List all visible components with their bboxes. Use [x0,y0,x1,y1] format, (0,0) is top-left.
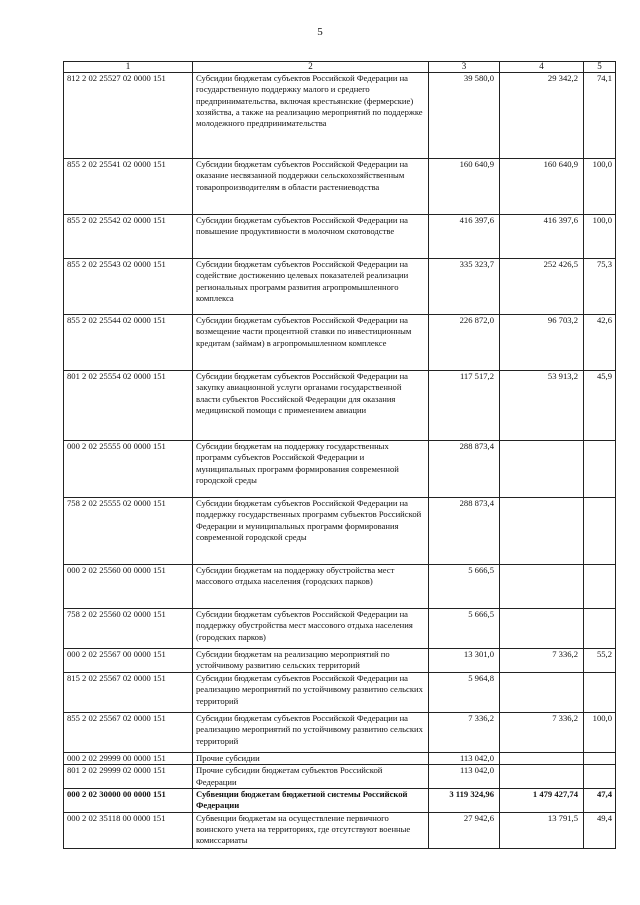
plan-cell: 39 580,0 [429,73,500,159]
name-cell: Субсидии бюджетам субъектов Российской Федерации на возмещение части процентной ставки по инвестиционным кредитам (займам) в агропромышленном комплексе [193,315,429,371]
code-cell: 855 2 02 25567 02 0000 151 [64,713,193,753]
actual-cell: 7 336,2 [500,649,584,673]
percent-cell: 55,2 [584,649,616,673]
column-header: 4 [500,62,584,73]
percent-cell: 45,9 [584,371,616,441]
percent-cell: 47,4 [584,788,616,812]
name-cell: Субвенции бюджетам бюджетной системы Российской Федерации [193,788,429,812]
table-header-row [64,62,616,73]
budget-table [63,61,616,849]
table-row [64,315,616,371]
plan-cell: 160 640,9 [429,159,500,215]
plan-cell: 416 397,6 [429,215,500,259]
actual-cell: 1 479 427,74 [500,788,584,812]
code-cell: 801 2 02 29999 02 0000 151 [64,765,193,789]
name-cell: Субсидии бюджетам субъектов Российской Федерации на содействие достижению целевых показателей реализации региональных программ развития агропромышленного комплекса [193,259,429,315]
name-cell: Субсидии бюджетам на реализацию мероприятий по устойчивому развитию сельских территорий [193,649,429,673]
plan-cell: 5 964,8 [429,673,500,713]
plan-cell: 13 301,0 [429,649,500,673]
table-row [64,713,616,753]
plan-cell: 288 873,4 [429,498,500,565]
plan-cell: 5 666,5 [429,565,500,609]
percent-cell [584,673,616,713]
code-cell: 855 2 02 25543 02 0000 151 [64,259,193,315]
name-cell: Субсидии бюджетам субъектов Российской Федерации на оказание несвязанной поддержки сельскохозяйственным товаропроизводителям в области растениеводства [193,159,429,215]
code-cell: 000 2 02 29999 00 0000 151 [64,753,193,765]
percent-cell: 75,3 [584,259,616,315]
plan-cell: 27 942,6 [429,812,500,848]
table-row [64,753,616,765]
table-row [64,673,616,713]
table-row [64,215,616,259]
table-row [64,812,616,848]
percent-cell [584,498,616,565]
actual-cell: 160 640,9 [500,159,584,215]
column-header: 5 [584,62,616,73]
code-cell: 000 2 02 25555 00 0000 151 [64,441,193,498]
column-header: 1 [64,62,193,73]
actual-cell: 7 336,2 [500,713,584,753]
actual-cell [500,765,584,789]
name-cell: Субсидии бюджетам на поддержку государственных программ субъектов Российской Федерации и муниципальных программ формирования современной городской среды [193,441,429,498]
actual-cell [500,609,584,649]
actual-cell: 13 791,5 [500,812,584,848]
percent-cell: 42,6 [584,315,616,371]
code-cell: 815 2 02 25567 02 0000 151 [64,673,193,713]
code-cell: 000 2 02 25567 00 0000 151 [64,649,193,673]
percent-cell: 100,0 [584,159,616,215]
name-cell: Субсидии бюджетам субъектов Российской Федерации на поддержку обустройства мест массового отдыха населения (городских парков) [193,609,429,649]
name-cell: Субсидии бюджетам субъектов Российской Федерации на реализацию мероприятий по устойчивому развитию сельских территорий [193,713,429,753]
actual-cell: 416 397,6 [500,215,584,259]
percent-cell [584,765,616,789]
table-row [64,765,616,789]
code-cell: 000 2 02 30000 00 0000 151 [64,788,193,812]
name-cell: Прочие субсидии [193,753,429,765]
code-cell: 000 2 02 25560 00 0000 151 [64,565,193,609]
column-header: 3 [429,62,500,73]
code-cell: 855 2 02 25542 02 0000 151 [64,215,193,259]
plan-cell: 335 323,7 [429,259,500,315]
column-header: 2 [193,62,429,73]
percent-cell [584,753,616,765]
name-cell: Субсидии бюджетам субъектов Российской Федерации на поддержку государственных программ субъектов Российской Федерации и муниципальных программ формирования современной городской среды [193,498,429,565]
plan-cell: 113 042,0 [429,765,500,789]
plan-cell: 113 042,0 [429,753,500,765]
percent-cell [584,609,616,649]
plan-cell: 5 666,5 [429,609,500,649]
code-cell: 855 2 02 25541 02 0000 151 [64,159,193,215]
page-number: 5 [317,26,323,38]
actual-cell: 53 913,2 [500,371,584,441]
code-cell: 812 2 02 25527 02 0000 151 [64,73,193,159]
table-row [64,565,616,609]
plan-cell: 226 872,0 [429,315,500,371]
name-cell: Субсидии бюджетам субъектов Российской Федерации на закупку авиационной услуги органами государственной власти субъектов Российской Федерации для оказания медицинской помощи с применением авиации [193,371,429,441]
code-cell: 855 2 02 25544 02 0000 151 [64,315,193,371]
code-cell: 758 2 02 25560 02 0000 151 [64,609,193,649]
table-row [64,649,616,673]
budget-table-body [64,62,616,849]
percent-cell: 100,0 [584,713,616,753]
table-row [64,498,616,565]
plan-cell: 288 873,4 [429,441,500,498]
percent-cell: 49,4 [584,812,616,848]
plan-cell: 7 336,2 [429,713,500,753]
code-cell: 801 2 02 25554 02 0000 151 [64,371,193,441]
actual-cell [500,565,584,609]
code-cell: 758 2 02 25555 02 0000 151 [64,498,193,565]
actual-cell: 252 426,5 [500,259,584,315]
actual-cell [500,441,584,498]
name-cell: Субвенции бюджетам на осуществление первичного воинского учета на территориях, где отсутствуют военные комиссариаты [193,812,429,848]
table-row [64,259,616,315]
table-row [64,609,616,649]
plan-cell: 3 119 324,96 [429,788,500,812]
name-cell: Субсидии бюджетам субъектов Российской Федерации на государственную поддержку малого и среднего предпринимательства, включая крестьянские (фермерские) хозяйства, а также на реализацию мероприятий по поддержке молодежного предпринимательства [193,73,429,159]
percent-cell: 100,0 [584,215,616,259]
table-row [64,788,616,812]
name-cell: Прочие субсидии бюджетам субъектов Российской Федерации [193,765,429,789]
percent-cell [584,441,616,498]
actual-cell: 29 342,2 [500,73,584,159]
table-row [64,371,616,441]
percent-cell: 74,1 [584,73,616,159]
actual-cell: 96 703,2 [500,315,584,371]
table-row [64,73,616,159]
name-cell: Субсидии бюджетам субъектов Российской Федерации на повышение продуктивности в молочном скотоводстве [193,215,429,259]
plan-cell: 117 517,2 [429,371,500,441]
table-row [64,159,616,215]
code-cell: 000 2 02 35118 00 0000 151 [64,812,193,848]
table-row [64,441,616,498]
actual-cell [500,673,584,713]
actual-cell [500,753,584,765]
name-cell: Субсидии бюджетам субъектов Российской Федерации на реализацию мероприятий по устойчивому развитию сельских территорий [193,673,429,713]
name-cell: Субсидии бюджетам на поддержку обустройства мест массового отдыха населения (городских парков) [193,565,429,609]
percent-cell [584,565,616,609]
actual-cell [500,498,584,565]
